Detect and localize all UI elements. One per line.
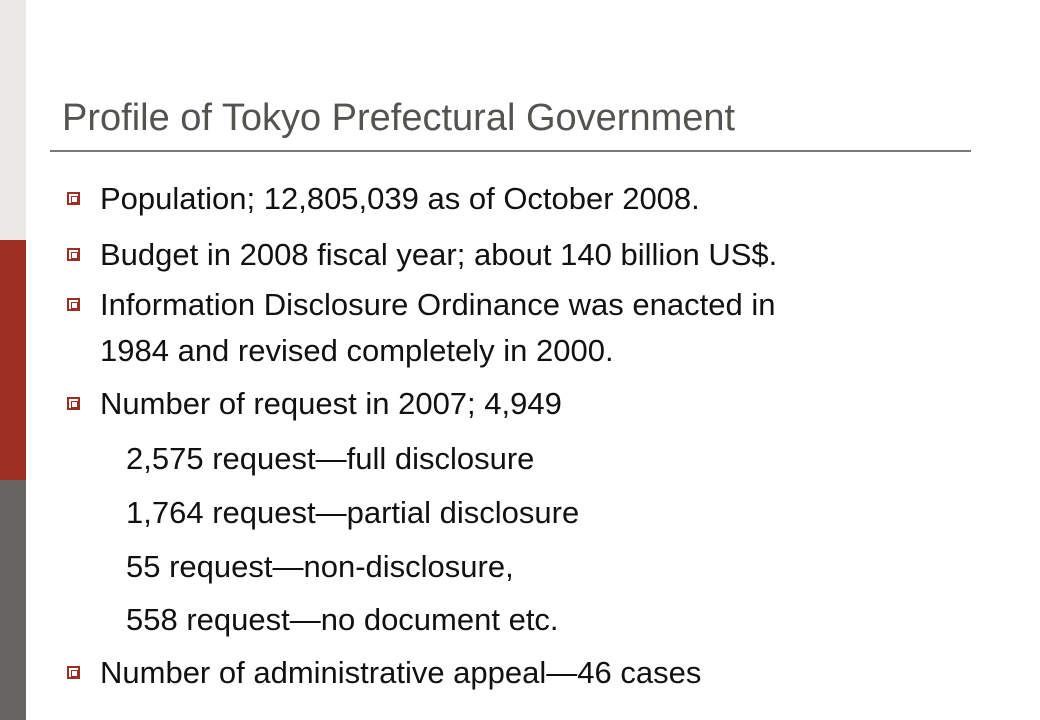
request-breakdown-item: 558 request—no document etc. (126, 602, 559, 637)
square-bullet-icon (67, 298, 80, 311)
bullet-ordinance-line2: 1984 and revised completely in 2000. (100, 333, 614, 368)
bullet-budget: Budget in 2008 fiscal year; about 140 billion US$. (100, 237, 778, 272)
slide-title: Profile of Tokyo Prefectural Government (62, 97, 736, 139)
request-breakdown-item: 55 request—non-disclosure, (126, 549, 514, 584)
square-bullet-icon (67, 666, 80, 679)
request-breakdown-item: 2,575 request—full disclosure (126, 441, 535, 476)
square-bullet-icon (67, 397, 80, 410)
square-bullet-icon (67, 192, 80, 205)
bullet-appeals: Number of administrative appeal—46 cases (100, 655, 702, 690)
square-bullet-icon (67, 248, 80, 261)
bullet-population: Population; 12,805,039 as of October 2008. (100, 181, 700, 216)
bullet-requests: Number of request in 2007; 4,949 (100, 386, 562, 421)
request-breakdown-item: 1,764 request—partial disclosure (126, 495, 580, 530)
bullet-ordinance-line1: Information Disclosure Ordinance was enacted in (100, 287, 776, 322)
